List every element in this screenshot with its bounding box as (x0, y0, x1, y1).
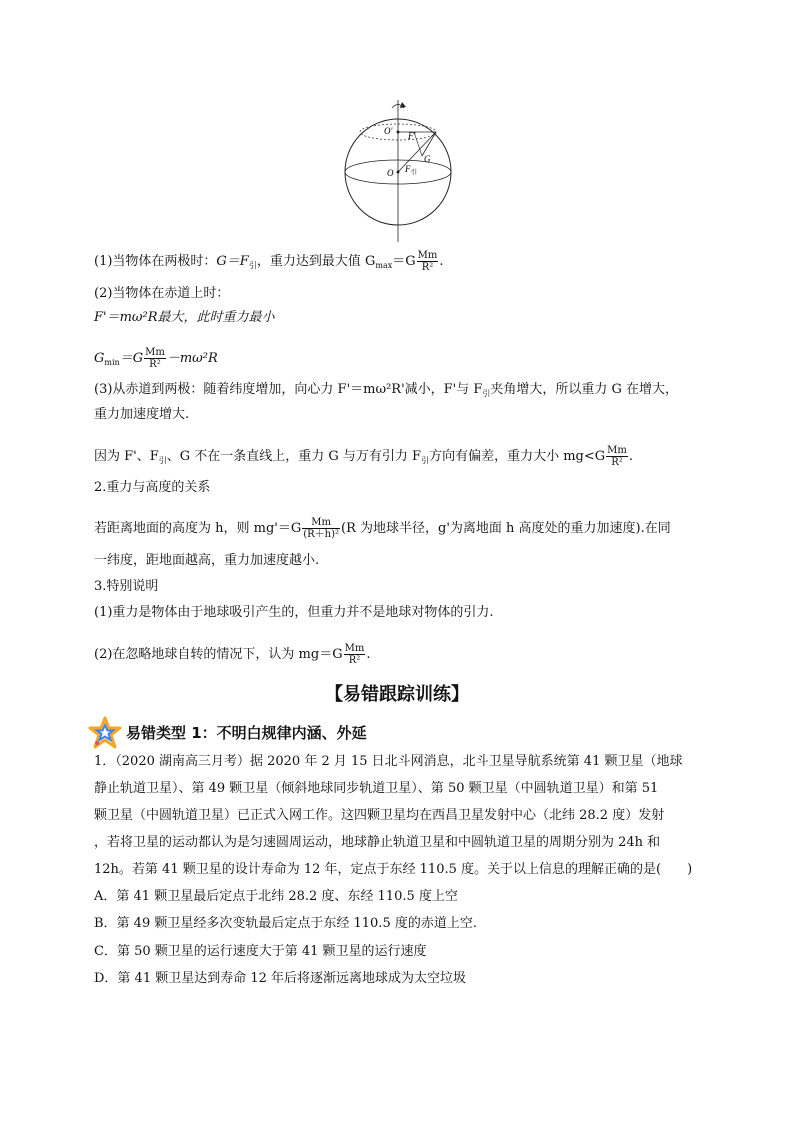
text-line-10: 一纬度，距地面越高，重力加速度越小. (94, 553, 320, 568)
text-line-12: (1)重力是物体由于地球吸引产生的，但重力并不是地球对物体的引力. (94, 605, 494, 620)
fraction-mm-r2-b: $\frac{Mm}{\text{R²}}$ (145, 347, 165, 370)
question-line-4: ，若将卫星的运动都认为是匀速圆周运动，地球静止轨道卫星和中圆轨道卫星的周期分别为 24h 和 (94, 835, 661, 850)
text-line-11: 3.特别说明 (94, 579, 159, 594)
text-line-6: 重力加速度增大. (94, 407, 190, 422)
text-line-8: 2.重力与高度的关系 (94, 480, 211, 495)
star-icon (88, 716, 122, 750)
label-g: G (424, 154, 431, 164)
text-line-9: 若距离地面的高度为 h，则 mg'＝G $\frac{Mm}{\text{(R＋h)²}}$ (R 为地球半径，g'为离地面 h 高度处的重力加速度).在同 (94, 517, 671, 540)
error-type-heading: 易错类型 1：不明白规律内涵、外延 (126, 724, 367, 742)
earth-rotation-diagram (340, 96, 460, 244)
question-line-1: 1．（2020 湖南高三月考）据 2020 年 2 月 15 日北斗网消息，北斗卫星导航系统第 41 颗卫星（地球 (94, 754, 683, 769)
option-c: C．第 50 颗卫星的运行速度大于第 41 颗卫星的运行速度 (94, 944, 427, 959)
option-d: D．第 41 颗卫星达到寿命 12 年后将逐渐远离地球成为太空垃圾 (94, 971, 467, 986)
text-line-7: 因为 F'、$F_引$、G 不在一条直线上，重力 G 与万有引力 $F_引$方向有偏差，重力大小 mg<G $\frac{Mm}{\text{R²}}$ . (94, 445, 634, 468)
section-title: 【易错跟踪训练】 (325, 684, 469, 705)
option-a: A．第 41 颗卫星最后定点于北纬 28.2 度、东经 110.5 度上空 (94, 889, 458, 904)
label-f-yin-sub: 引 (411, 169, 418, 176)
label-f-yin: F (405, 164, 411, 174)
question-line-2: 静止轨道卫星）、第 49 颗卫星（倾斜地球同步轨道卫星）、第 50 颗卫星（中圆轨道卫星）和第 51 (94, 781, 659, 796)
fraction-mm-rh2: $\frac{Mm}{\text{(R＋h)²}}$ (303, 517, 340, 540)
question-line-3: 颗卫星（中圆轨道卫星）已正式入网工作。这四颗卫星均在西昌卫星发射中心（北纬 28.2 度）发射 (94, 808, 665, 823)
fraction-mm-r2-c: $\frac{Mm}{\text{R²}}$ (607, 445, 627, 468)
text-line-4: $G_{min}=G$ $\frac{Mm}{\text{R²}}$ －mω²R (94, 347, 218, 370)
option-b: B．第 49 颗卫星经多次变轨最后定点于东经 110.5 度的赤道上空. (94, 916, 477, 931)
text-line-2: (2)当物体在赤道上时： (94, 286, 230, 301)
text-line-13: (2)在忽略地球自转的情况下，认为 mg＝G $\frac{Mm}{\text{R²}}$ . (94, 643, 371, 666)
text-line-3: F'＝mω²R最大，此时重力最小 (94, 310, 275, 325)
text-line-1: (1)当物体在两极时：$G=F_引$，重力达到最大值 $G_{max}=G$ $\frac{Mm}{\text{R²}}$ . (94, 250, 444, 273)
label-f-prime: F' (408, 131, 416, 141)
question-line-5: 12h。若第 41 颗卫星的设计寿命为 12 年，定点于东经 110.5 度。关于以上信息的理解正确的是( ) (94, 862, 693, 877)
text-line-5: (3)从赤道到两极：随着纬度增加，向心力 F'＝mω²R'减小，F'与 $F_引$夹角增大，所以重力 G 在增大， (94, 382, 679, 398)
fraction-mm-r2-d: $\frac{Mm}{\text{R²}}$ (344, 643, 365, 666)
fraction-mm-r2: $\frac{Mm}{\text{R²}}$ (417, 250, 438, 273)
label-o: O (387, 168, 394, 178)
label-o-prime: O' (384, 126, 393, 136)
